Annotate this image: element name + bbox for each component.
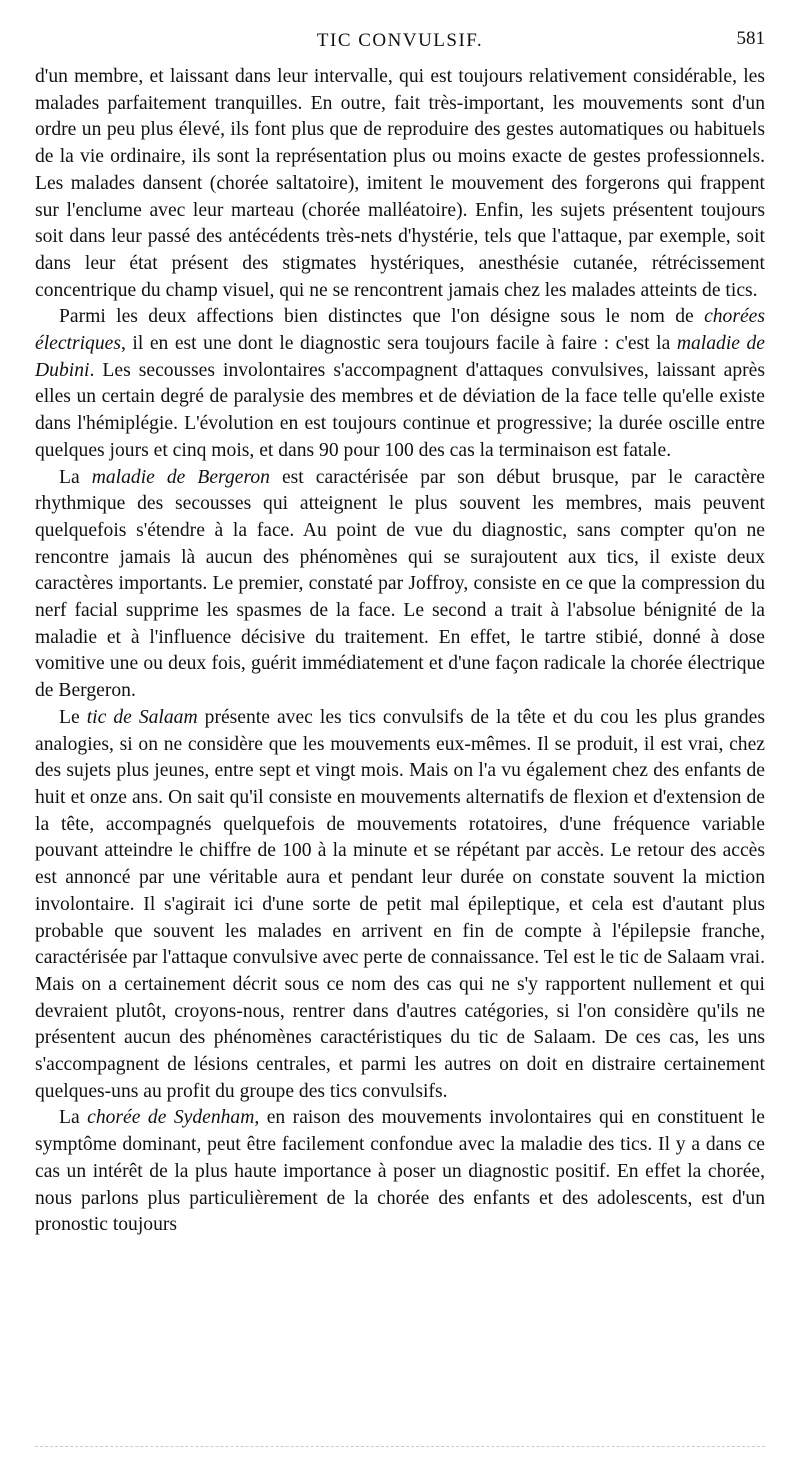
text-run: La [59,1107,88,1129]
book-page [35,28,765,1239]
italic-term: chorée de Sydenham [87,1107,255,1129]
paragraph [35,465,765,705]
footer-rule [35,1446,765,1447]
running-head [35,28,765,64]
page-number: 581 [736,28,765,49]
text-run: . Les secousses involontaires s'accompagnent d'attaques convulsives, laissant après elles un certain degré de paralysie des membres et de déviation de la face telle qu'elle existe dans l'hémiplégie. L'évolution en est toujours continue et progressive; la durée oscille entre quelques jours et cinq mois, et dans 90 pour 100 des cas la terminaison est fatale. [35,359,765,461]
running-title: TIC CONVULSIF. [316,30,484,51]
italic-term: maladie de Bergeron [91,466,270,488]
italic-term: chorées électriques [35,306,765,355]
italic-term: tic de Salaam [86,706,198,728]
text-run: présente avec les tics convulsifs de la tête et du cou les plus grandes analogies, si on ne considère que les mouvements eux-mêmes. Il se produit, il est vrai, chez des sujets plus jeunes, entre sept et vingt mois. Mais on l'a vu également chez des enfants de huit et onze ans. On sait qu'il consiste en mouvements alternatifs de flexion et d'extension de la tête, accompagnés quelquefois de mouvements rotatoires, d'une fréquence variable pouvant atteindre le chiffre de 100 à la minute et se répétant par accès. Le retour des accès est annoncé par une véritable aura et pendant leur durée on constate souvent la miction involontaire. Il s'agirait ici d'une sorte de petit mal épileptique, et cela est d'autant plus probable que souvent les malades en arrivent en fin de compte à l'épilepsie franche, caractérisée par l'attaque convulsive avec perte de connaissance. Tel est le tic de Salaam vrai. Mais on a certainement décrit sous ce nom des cas qui ne s'y rapportent nullement et qui devraient plutôt, croyons-nous, rentrer dans d'autres catégories, si l'on considère qu'ils ne présentent aucun des phénomènes caractéristiques du tic de Salaam. De ces cas, les uns s'accompagnent de lésions centrales, et parmi les autres on doit en distraire certainement quelques-uns au profit du groupe des tics convulsifs. [35,706,765,1102]
text-run: est caractérisée par son début brusque, par le caractère rhythmique des secousses qui atteignent le plus souvent les membres, mais peuvent quelquefois s'étendre à la face. Au point de vue du diagnostic, sans compter qu'on ne rencontre jamais là aucun des phénomènes qui se surajoutent aux tics, il existe deux caractères importants. Le premier, constaté par Joffroy, consiste en ce que la compression du nerf facial supprime les spasmes de la face. Le second a trait à l'absolue bénignité de la maladie et à l'influence décisive du traitement. En effet, le tartre stibié, donné à dose vomitive une ou deux fois, guérit immédiatement et d'une façon radicale la chorée électrique de Bergeron. [35,466,765,702]
body-text [35,64,765,1239]
paragraph [35,304,765,464]
paragraph [35,705,765,1106]
text-run: Parmi les deux affections bien distinctes que l'on désigne sous le nom de [59,306,705,328]
text-run: d'un membre, et laissant dans leur intervalle, qui est toujours relativement considérable, les malades parfaitement tranquilles. En outre, fait très-important, les mouvements sont d'un ordre un peu plus élevé, ils font plus que de reproduire des gestes automatiques ou habituels de la vie ordinaire, ils sont la représentation plus ou moins exacte de gestes professionnels. Les malades dansent (chorée saltatoire), imitent le mouvement des forgerons qui frappent sur l'enclume avec leur marteau (chorée malléatoire). Enfin, les sujets présentent toujours soit dans leur passé des antécédents très-nets d'hystérie, tels que l'attaque, par exemple, soit dans leur état présent des stigmates hystériques, anesthésie cutanée, rétrécissement concentrique du champ visuel, qui ne se rencontrent jamais chez les malades atteints de tics. [35,66,765,301]
text-run: , il en est une dont le diagnostic sera toujours facile à faire : c'est la [120,333,677,355]
text-run: La [59,466,92,488]
text-run: Le [59,706,87,728]
paragraph [35,64,765,304]
text-run: , en raison des mouvements involontaires qui en constituent le symptôme dominant, peut être facilement confondue avec la maladie des tics. Il y a dans ce cas un intérêt de la plus haute importance à poser un diagnostic positif. En effet la chorée, nous parlons plus particulièrement de la chorée des enfants et des adolescents, est d'un pronostic toujours [35,1107,765,1236]
paragraph [35,1105,765,1239]
italic-term: maladie de Dubini [35,333,765,381]
